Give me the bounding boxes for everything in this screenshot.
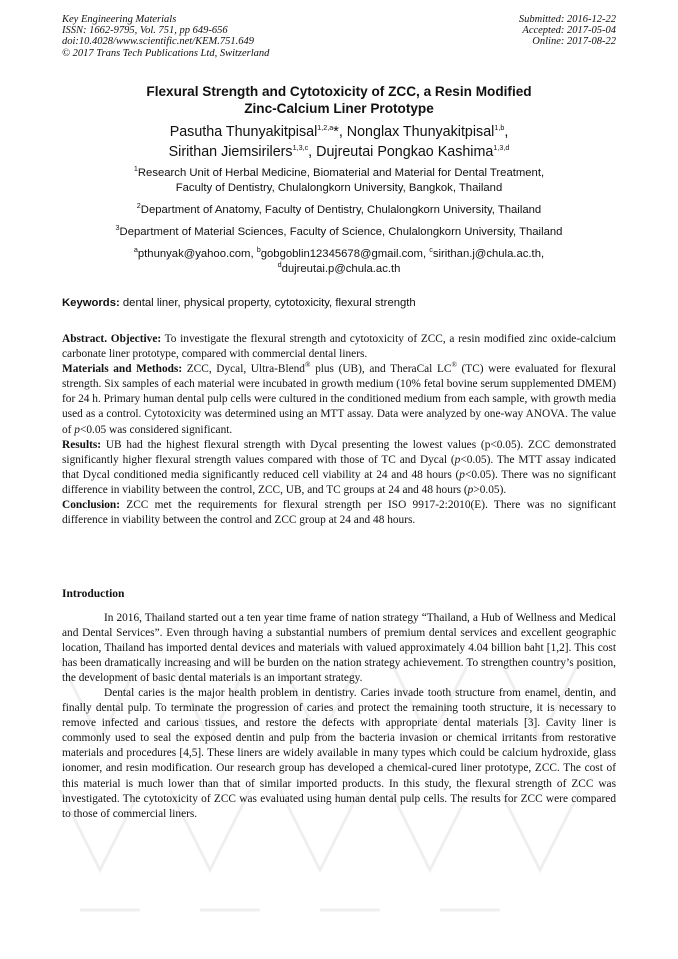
p-value-symbol: p xyxy=(459,468,465,481)
p-value-symbol: p xyxy=(467,483,474,496)
email-text: sirithan.j@chula.ac.th, xyxy=(432,248,545,260)
email-sup: a xyxy=(133,245,138,255)
affiliation-text: Faculty of Dentistry, Chulalongkorn University, Bangkok, Thailand xyxy=(175,182,503,194)
author-name: Dujreutai Pongkao Kashima xyxy=(316,144,494,160)
author-separator: , xyxy=(308,144,317,160)
affiliation-2 xyxy=(62,203,616,218)
author-emails xyxy=(62,247,616,277)
abstract-methods xyxy=(62,362,616,437)
author-separator: , xyxy=(504,124,509,140)
section-label: Abstract. Objective: xyxy=(62,333,162,345)
email-sup: d xyxy=(277,260,282,270)
paragraph: In 2016, Thailand started out a ten year time frame of nation strategy “Thailand, a Hub of Wellness and Medical and Dental Services”. Even through having a substantial numbers of premium dental services and excellent geographic location, Thailand has imported dental devices and materials with valued approximately 4.04 billion baht [1,2]. This cost has been dramatically increasing and will be burden on the nation strategy achievement. To strengthen country’s position, the development of basic dental materials is an important strategy. xyxy=(62,612,616,685)
abstract-text: <0.05). There was no significant difference in viability between the control, ZCC, UB, and TC groups at 24 and 48 hours ( xyxy=(62,468,616,496)
affiliation-1 xyxy=(62,166,616,196)
abstract-text: <0.05 was considered significant. xyxy=(79,423,233,436)
affiliations xyxy=(62,166,616,277)
author-list xyxy=(62,122,616,162)
authors-line-2 xyxy=(62,142,616,162)
introduction-body xyxy=(62,611,616,822)
abstract-text: ZCC, Dycal, Ultra-Blend xyxy=(182,363,305,376)
affiliation-text: Department of Material Sciences, Faculty of Science, Chulalongkorn University, Thailand xyxy=(119,226,563,238)
issn: ISSN: 1662-9795, Vol. 751, pp 649-656 xyxy=(62,25,228,37)
abstract-text: (TC) were evaluated for flexural strength. Six samples of each material were incubated in growth medium (10% fetal bovine serum supplemented DMEM) for 24 h. Primary human dental pulp cells were cultured in the conditioned medium from each sample, with growth media used as a control. Cytotoxicity was determined using an MTT assay. Data were analyzed by one-way ANOVA. The value of xyxy=(62,363,617,436)
keywords xyxy=(62,296,616,311)
email-sup: c xyxy=(429,245,433,255)
section-label: Conclusion: xyxy=(62,499,120,512)
registered-mark: ® xyxy=(304,361,311,370)
affiliation-3 xyxy=(62,225,616,240)
affiliation-text: Research Unit of Herbal Medicine, Biomaterial and Material for Dental Treatment, xyxy=(137,167,545,179)
p-value-symbol: p xyxy=(454,453,461,466)
accepted-date: Accepted: 2017-05-04 xyxy=(522,25,616,37)
section-label: Materials and Methods: xyxy=(62,363,183,376)
doi: doi:10.4028/www.scientific.net/KEM.751.649 xyxy=(62,36,254,48)
author-affil-sup: 1,2,a xyxy=(317,123,334,133)
abstract xyxy=(62,332,616,528)
abstract-text: <0.05). The MTT assay indicated that Dycal conditioned media significantly reduced cell viability at 24 and 48 hours ( xyxy=(62,453,616,481)
affiliation-number: 3 xyxy=(115,223,120,233)
section-heading: Introduction xyxy=(62,588,125,600)
abstract-text: UB had the highest flexural strength with Dycal presenting the lowest values (p<0.05). ZCC demonstrated significantly higher flexural strength values compared with those of TC and Dycal ( xyxy=(62,438,616,466)
affiliation-number: 1 xyxy=(133,164,138,174)
journal-info xyxy=(62,14,269,59)
authors-line-1 xyxy=(62,122,616,142)
abstract-text: plus (UB), and TheraCal LC xyxy=(310,363,452,376)
title-line-2: Zinc-Calcium Liner Prototype xyxy=(244,101,434,116)
paragraph: Dental caries is the major health problem in dentistry. Caries invade tooth structure from enamel, dentin, and finally dental pulp. To terminate the progression of caries and protect the remaining tooth structure, it is necessary to remove infected and carious tissues, and restore the defects with appropriate dental materials [3]. Cavity liner is commonly used to seal the exposed dentin and pulp from the bacteria invasion or chemical irritants from restorative materials and procedures [4,5]. These liners are widely available in many types which could be calcium hydroxide, glass ionomer, and resin modification. Our research group has developed a chemical-cured liner prototype, ZCC. The cost of this material is much lower than that of similar imported products. In this study, the flexural strength of ZCC was investigated. The cytotoxicity of ZCC was evaluated using human dental pulp cells. The results for ZCC were compared to those of commercial liners. xyxy=(62,687,616,820)
author-affil-sup: 1,3,d xyxy=(493,143,510,153)
email-sup: b xyxy=(256,245,261,255)
abstract-conclusion xyxy=(62,498,616,528)
keywords-text: dental liner, physical property, cytotoxicity, flexural strength xyxy=(119,297,416,309)
online-date: Online: 2017-08-22 xyxy=(532,36,616,48)
paper-title xyxy=(62,83,616,117)
keywords-label: Keywords: xyxy=(62,297,120,309)
author-name: Sirithan Jiemsirilers xyxy=(168,144,293,160)
email-text: gobgoblin12345678@gmail.com, xyxy=(260,248,430,260)
copyright: © 2017 Trans Tech Publications Ltd, Switzerland xyxy=(62,47,270,59)
affiliation-number: 2 xyxy=(136,201,141,211)
submitted-date: Submitted: 2016-12-22 xyxy=(518,14,616,25)
p-value-symbol: p xyxy=(74,423,80,436)
author-name: Nonglax Thunyakitpisal xyxy=(346,124,495,140)
journal-name: Key Engineering Materials xyxy=(62,14,177,25)
author-affil-sup: 1,3,c xyxy=(292,143,309,153)
abstract-text: >0.05). xyxy=(473,483,507,496)
abstract-text: ZCC met the requirements for flexural strength per ISO 9917-2:2010(E). There was no significant difference in viability between the control and ZCC group at 24 and 48 hours. xyxy=(62,499,616,527)
corresponding-mark: *, xyxy=(333,124,347,140)
registered-mark: ® xyxy=(451,361,457,370)
section-label: Results: xyxy=(62,438,102,451)
dates-info xyxy=(519,14,616,48)
author-name: Pasutha Thunyakitpisal xyxy=(169,124,318,140)
title-line-1: Flexural Strength and Cytotoxicity of ZCC, a Resin Modified xyxy=(146,84,532,99)
abstract-objective xyxy=(62,332,616,362)
author-affil-sup: 1,b xyxy=(494,123,505,133)
affiliation-text: Department of Anatomy, Faculty of Dentistry, Chulalongkorn University, Thailand xyxy=(140,204,542,216)
abstract-results xyxy=(62,438,616,498)
email-text: dujreutai.p@chula.ac.th xyxy=(281,263,401,275)
abstract-text: To investigate the flexural strength and cytotoxicity of ZCC, a resin modified zinc oxide-calcium carbonate liner prototype, compared with commercial dental liners. xyxy=(62,333,616,361)
email-text: pthunyak@yahoo.com, xyxy=(137,248,257,260)
